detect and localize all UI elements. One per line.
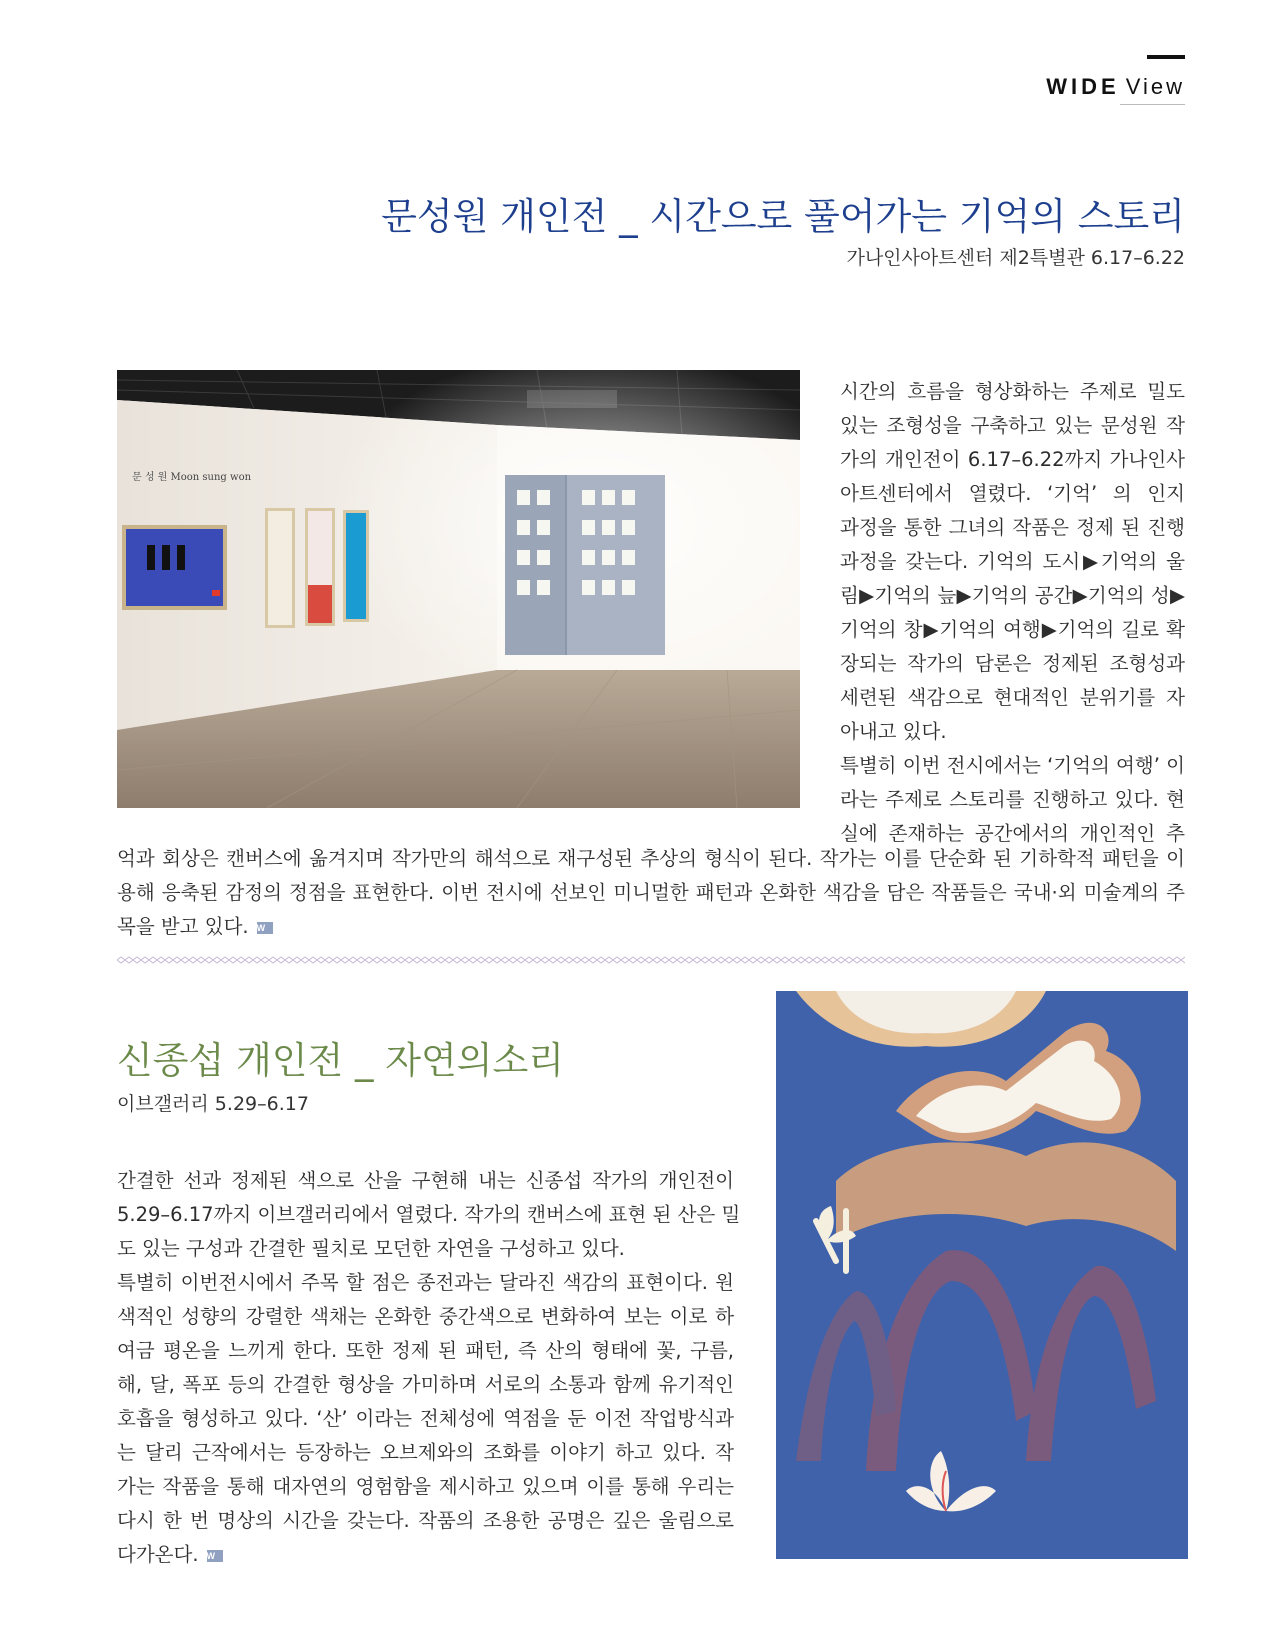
painting-photo — [776, 991, 1188, 1559]
article1-bottom-line: 용해 응축된 감정의 정점을 표현한다. 이번 전시에 선보인 미니멀한 패턴과 온화한 색감을 담은 작품들은 국내·외 미술계의 주 — [117, 881, 1185, 904]
article2-body-last: 다가온다. — [117, 1543, 199, 1566]
article1-side-line: 아내고 있다. — [840, 720, 947, 743]
section-label-light: View — [1125, 74, 1185, 99]
end-mark-icon: W — [257, 922, 273, 934]
header-bar — [1147, 55, 1185, 59]
article1-side-line: 림▶기억의 늪▶기억의 공간▶기억의 성▶ — [840, 584, 1185, 607]
article2-body-line: 여금 평온을 느끼게 한다. 또한 정제 된 패턴, 즉 산의 형태에 꽃, 구름, — [117, 1339, 734, 1362]
section-label — [1046, 74, 1185, 100]
header-rule — [1120, 104, 1185, 105]
article1-side-line: 특별히 이번 전시에서는 ‘기억의 여행’ 이 — [840, 754, 1185, 777]
article2-body-line: 색적인 성향의 강렬한 색채는 온화한 중간색으로 변화하여 보는 이로 하 — [117, 1305, 734, 1328]
end-mark-icon: W — [207, 1550, 223, 1562]
section-label-bold: WIDE — [1046, 74, 1120, 99]
article1-side-line: 아트센터에서 열렸다. ‘기억’ 의 인지 — [840, 482, 1185, 505]
gallery-photo-illustration — [117, 370, 800, 808]
article2-body-line: 해, 달, 폭포 등의 간결한 형상을 가미하며 서로의 소통과 함께 유기적인 — [117, 1373, 734, 1396]
article2-body-line: 는 달리 근작에서는 등장하는 오브제와의 조화를 이야기 하고 있다. 작 — [117, 1441, 734, 1464]
article1-bottom-line — [117, 910, 1185, 944]
wall-caption: 문 성 원 Moon sung won — [132, 472, 252, 483]
article2-body-line: 호흡을 형성하고 있다. ‘산’ 이라는 전체성에 역점을 둔 이전 작업방식과 — [117, 1407, 734, 1430]
gallery-photo — [117, 370, 800, 808]
article1-bottom-text — [117, 842, 1185, 944]
article1-bottom-last: 목을 받고 있다. — [117, 915, 249, 938]
article1-side-line: 기억의 창▶기억의 여행▶기억의 길로 확 — [840, 618, 1185, 641]
article1-side-text — [840, 375, 1185, 851]
article2-body-line: 도 있는 구성과 간결한 필치로 모던한 자연을 구성하고 있다. — [117, 1237, 625, 1260]
article2-body-text — [117, 1164, 741, 1572]
article2-body-line: 가는 작품을 통해 대자연의 영험함을 제시하고 있으며 이를 통해 우리는 — [117, 1475, 734, 1498]
article2-title: 신종섭 개인전 _ 자연의소리 — [117, 1039, 564, 1082]
article1-side-line: 과정을 갖는다. 기억의 도시▶기억의 울 — [840, 550, 1185, 573]
painting-illustration — [776, 991, 1188, 1559]
article2-body-line: 5.29–6.17까지 이브갤러리에서 열렸다. 작가의 캔버스에 표현 된 산은 밀 — [117, 1203, 741, 1226]
article1-side-line: 가의 개인전이 6.17–6.22까지 가나인사 — [840, 448, 1185, 471]
article2-body-line — [117, 1538, 734, 1572]
article1-bottom-line: 억과 회상은 캔버스에 옮겨지며 작가만의 해석으로 재구성된 추상의 형식이 된다. 작가는 이를 단순화 된 기하학적 패턴을 이 — [117, 847, 1185, 870]
article1-title: 문성원 개인전 _ 시간으로 풀어가는 기억의 스토리 — [381, 195, 1185, 238]
article1-side-line: 실에 존재하는 공간에서의 개인적인 추 — [840, 822, 1185, 845]
article2-subtitle: 이브갤러리 5.29–6.17 — [117, 1093, 309, 1115]
article1-side-line: 장되는 작가의 담론은 정제된 조형성과 — [840, 652, 1185, 675]
article2-body-line: 특별히 이번전시에서 주목 할 점은 종전과는 달라진 색감의 표현이다. 원 — [117, 1271, 734, 1294]
article1-side-line: 있는 조형성을 구축하고 있는 문성원 작 — [840, 414, 1185, 437]
article2-body-line: 간결한 선과 정제된 색으로 산을 구현해 내는 신종섭 작가의 개인전이 — [117, 1169, 734, 1192]
article1-side-line: 시간의 흐름을 형상화하는 주제로 밀도 — [840, 380, 1185, 403]
article1-side-line: 세련된 색감으로 현대적인 분위기를 자 — [840, 686, 1185, 709]
article1-subtitle: 가나인사아트센터 제2특별관 6.17–6.22 — [846, 247, 1185, 269]
article1-side-line: 라는 주제로 스토리를 진행하고 있다. 현 — [840, 788, 1185, 811]
article1-side-line: 과정을 통한 그녀의 작품은 정제 된 진행 — [840, 516, 1185, 539]
article2-body-line: 다시 한 번 명상의 시간을 갖는다. 작품의 조용한 공명은 깊은 울림으로 — [117, 1509, 734, 1532]
section-divider — [117, 956, 1185, 964]
